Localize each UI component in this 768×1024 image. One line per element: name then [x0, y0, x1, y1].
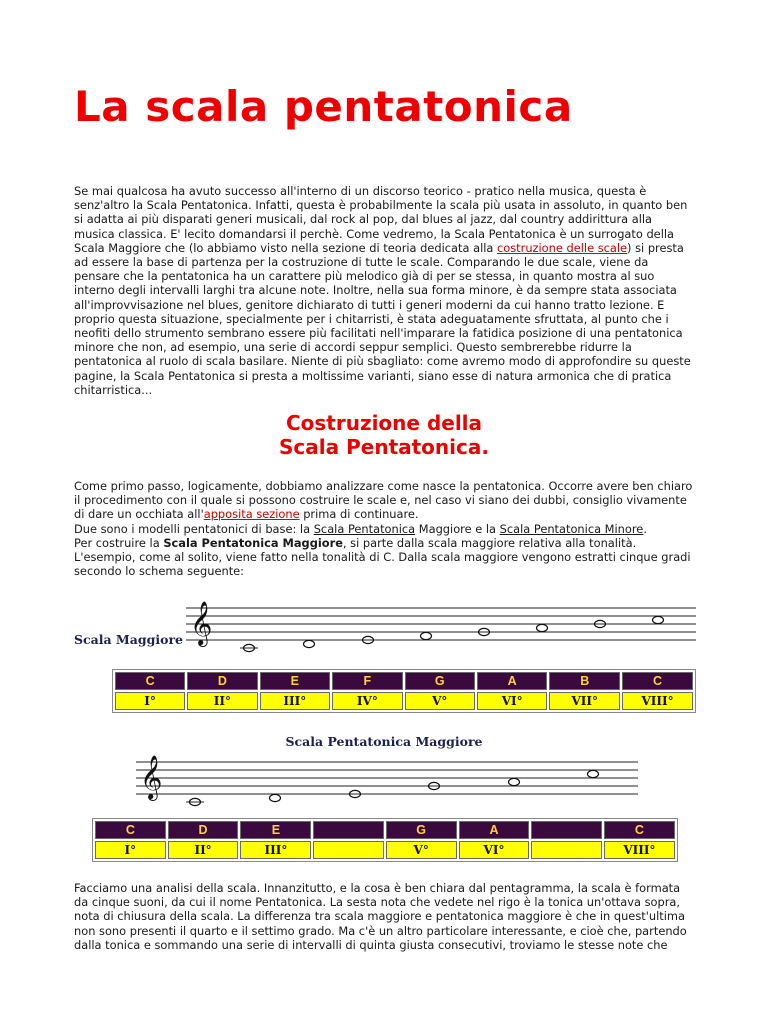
section-heading	[74, 411, 694, 459]
degree-cell: VI°	[459, 841, 530, 859]
pentatonic-scale-notes	[186, 770, 599, 805]
degree-cell: III°	[260, 692, 331, 710]
note-name-cell: E	[260, 672, 331, 690]
link-apposita-sezione[interactable]: apposita sezione	[203, 507, 300, 522]
underlined-term-pentatonica: Scala Pentatonica	[313, 521, 416, 536]
degree-cell: VIII°	[622, 692, 693, 710]
note-name-cell: C	[115, 672, 185, 690]
note-name-cell: C	[95, 821, 166, 839]
intro-paragraph: Se mai qualcosa ha avuto successo all'interno di un discorso teorico - pratico nella musica, questa è senz'altro la Scala Pentatonica. Infatti, questa è probabilmente la scala più usata in assoluto, in quanto ben si adatta ai più disparati generi musicali, dal rock al pop, dal blues al jazz, dal country addirittura alla musica classica. E' lecito domandarsi il perchè. Come vedremo, la Scala Pentatonica è un surrogato della Scala Maggiore che (lo abbiamo visto nella sezione di teoria dedicata alla costruzione delle scale) si presta ad essere la base di partenza per la costruzione di tutte le scale. Comparando le due scale, viene da pensare che la pentatonica ha un carattere più melodico già di per se stessa, in quanto mostra al suo interno degli intervalli larghi tra alcune note. Inoltre, nella sua forma minore, è da sempre stata associata all'improvvisazione nel blues, genitore dichiarato di tutti i generi moderni da cui hanno tratto lezione. E proprio questa situazione, specialmente per i chitarristi, è stata adeguatamente sfruttata, al punto che i neofiti dello strumento sembrano essere più facilitati nell'imparare la fatidica posizione di una pentatonica minore che non, ad esempio, una serie di accordi seppur semplici. Questo sembrerebbe ridurre la pentatonica al ruolo di scala basilare. Niente di più sbagliato: come avremo modo di approfondire su queste pagine, la Scala Pentatonica si presta a moltissime varianti, siano esse di natura armonica che di pratica chitarristica...	[74, 184, 691, 397]
note-a	[509, 778, 520, 785]
note-name-cell-empty	[531, 821, 601, 839]
major-scale-staff	[186, 596, 696, 652]
construction-paragraph: Come primo passo, logicamente, dobbiamo analizzare come nasce la pentatonica. Occorre avere ben chiaro il procedimento con il quale si possono costruire le scale e, nel caso vi siano dei dubbi, consiglio vivamente di dare un occhiata all'apposita sezione prima di continuare. Due sono i modelli pentatonici di base: la Scala Pentatonica Maggiore e la Scala Pentatonica Minore. Per costruire la Scala Pentatonica Maggiore, si parte dalla scala maggiore relativa alla tonalità. L'esempio, come al solito, viene fatto nella tonalità di C. Dalla scala maggiore vengono estratti cinque gradi secondo lo schema seguente:	[74, 479, 693, 579]
bold-term-pentatonica-maggiore: Scala Pentatonica Maggiore	[163, 535, 343, 550]
degrees-row	[115, 692, 693, 710]
note-name-cell-empty	[313, 821, 383, 839]
degree-cell: II°	[187, 692, 257, 710]
note-name-cell: D	[168, 821, 239, 839]
staff-lines	[186, 608, 696, 640]
note-c-high	[588, 770, 599, 777]
note-d	[270, 794, 281, 801]
note-name-cell: A	[459, 821, 530, 839]
major-scale-label: Scala Maggiore	[74, 632, 183, 647]
treble-clef-icon: 𝄞	[190, 601, 213, 645]
major-scale-notes	[240, 616, 664, 651]
note-name-cell: A	[477, 672, 547, 690]
link-costruzione-scale[interactable]: costruzione delle scale	[497, 240, 628, 255]
note-name-cell: F	[332, 672, 402, 690]
section-heading-line1: Costruzione della	[285, 411, 483, 435]
note-name-cell: C	[604, 821, 675, 839]
degree-cell: IV°	[332, 692, 402, 710]
degree-cell: V°	[386, 841, 457, 859]
analysis-paragraph: Facciamo una analisi della scala. Innanzitutto, e la cosa è ben chiara dal pentagramma, la scala è formata da cinque suoni, da cui il nome Pentatonica. La sesta nota che vedete nel rigo è la tonica un'ottava sopra, nota di chiusura della scala. La differenza tra scala maggiore e pentatonica maggiore è che in quest'ultima non sono presenti il quarto e il settimo grado. Ma c'è un altro particolare interessante, e cioè che, partendo dalla tonica e sommando una serie di intervalli di quinta giusta consecutivi, troviamo le stesse note che	[74, 881, 687, 952]
degree-cell: II°	[168, 841, 239, 859]
note-name-cell: G	[405, 672, 475, 690]
underlined-term-pentatonica-minore: Scala Pentatonica Minore	[499, 521, 644, 536]
pentatonic-scale-label: Scala Pentatonica Maggiore	[285, 734, 483, 749]
note-name-cell: E	[240, 821, 311, 839]
degree-cell-empty	[313, 841, 383, 859]
section-heading-line2: Scala Pentatonica.	[279, 435, 489, 459]
note-d	[304, 640, 315, 647]
degree-cell: I°	[95, 841, 166, 859]
note-names-row	[115, 672, 693, 690]
degree-cell: V°	[405, 692, 475, 710]
note-name-cell: D	[187, 672, 257, 690]
note-name-cell: G	[386, 821, 457, 839]
major-scale-table	[112, 669, 696, 713]
note-c-high	[653, 616, 664, 623]
degree-cell: III°	[240, 841, 311, 859]
degree-cell: VI°	[477, 692, 547, 710]
degree-cell: VIII°	[604, 841, 675, 859]
degree-cell: I°	[115, 692, 185, 710]
staff-lines	[136, 762, 638, 794]
note-name-cell: B	[549, 672, 620, 690]
note-name-cell: C	[622, 672, 693, 690]
treble-clef-icon: 𝄞	[140, 755, 163, 799]
pentatonic-scale-table	[92, 818, 678, 862]
pentatonic-scale-staff	[136, 750, 638, 806]
degree-cell: VII°	[549, 692, 620, 710]
note-f	[421, 632, 432, 639]
note-names-row	[95, 821, 675, 839]
degree-cell-empty	[531, 841, 601, 859]
degrees-row	[95, 841, 675, 859]
note-a	[537, 624, 548, 631]
page-title: La scala pentatonica	[74, 82, 573, 131]
